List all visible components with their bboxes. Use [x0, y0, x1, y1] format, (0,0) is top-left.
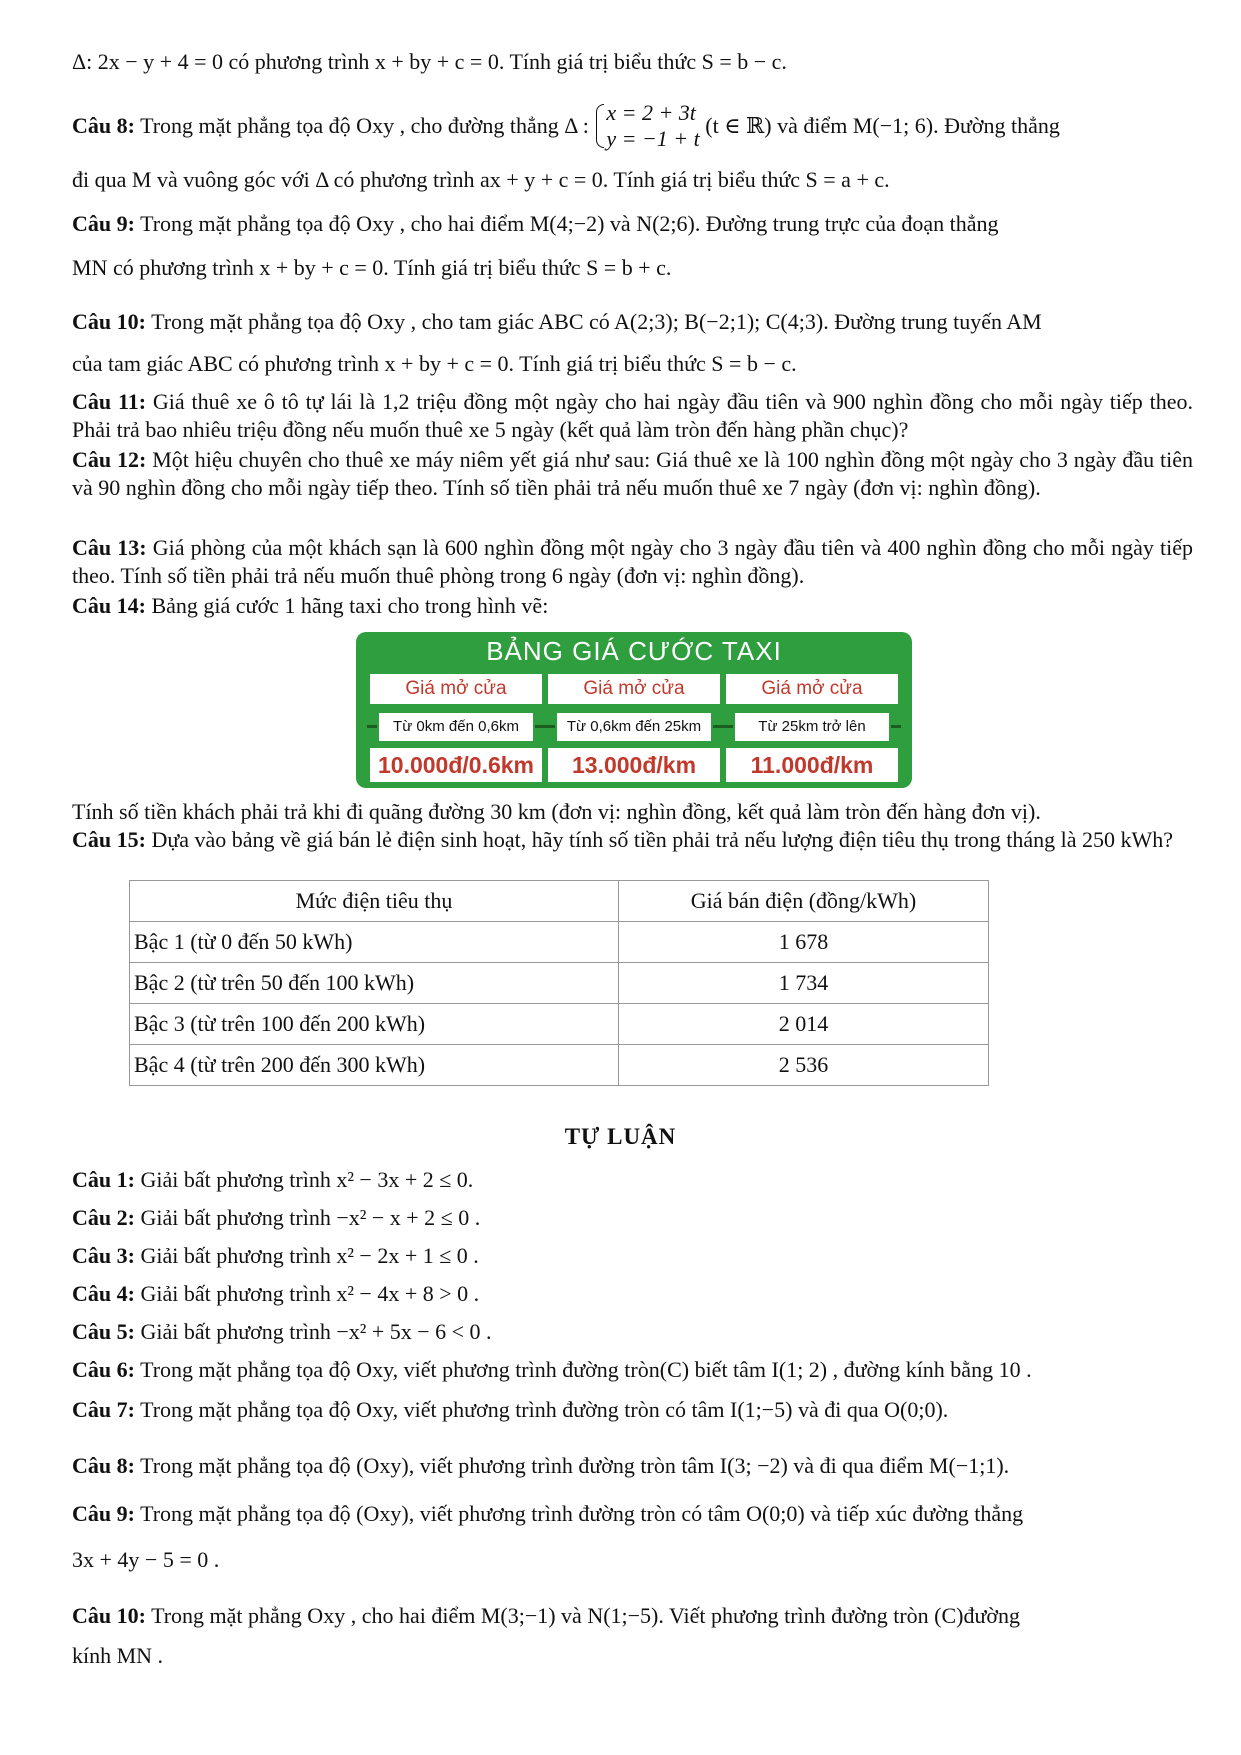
section-heading: TỰ LUẬN	[564, 1124, 677, 1149]
table-cell: Bậc 4 (từ trên 200 đến 300 kWh)	[130, 1045, 619, 1086]
question-text: Trong mặt phẳng tọa độ Oxy , cho đường thẳng Δ :	[140, 113, 589, 139]
question-label: Câu 10:	[72, 1603, 146, 1628]
question-12	[72, 446, 1193, 502]
taxi-column	[370, 674, 542, 780]
essay-question	[72, 1452, 1193, 1480]
question-text: Giá thuê xe ô tô tự lái là 1,2 triệu đồng một ngày cho hai ngày đầu tiên và 900 nghìn đồng cho mỗi ngày tiếp theo. Phải trả bao nhiêu triệu đồng nếu muốn thuê xe 5 ngày (kết quả làm tròn đến hàng phần chục)?	[72, 389, 1193, 442]
question-13	[72, 534, 1193, 590]
taxi-board-title: BẢNG GIÁ CƯỚC TAXI	[486, 636, 782, 666]
taxi-column-range: Từ 0km đến 0,6km	[378, 712, 534, 742]
question-label: Câu 10:	[72, 309, 146, 334]
essay-question	[72, 1166, 1193, 1194]
question-text: Trong mặt phẳng tọa độ Oxy , cho hai điểm M(4;−2) và N(2;6). Đường trung trực của đoạn thẳng	[140, 211, 999, 236]
table-cell: 2 014	[619, 1004, 989, 1045]
taxi-column-range: Từ 0,6km đến 25km	[556, 712, 712, 742]
question-text: Giải bất phương trình −x² + 5x − 6 < 0 .	[140, 1319, 492, 1344]
question-text: MN có phương trình x + by + c = 0. Tính giá trị biểu thức S = b + c.	[72, 255, 672, 280]
question-label: Câu 11:	[72, 389, 147, 414]
question-text: Một hiệu chuyên cho thuê xe máy niêm yết giá như sau: Giá thuê xe là 100 nghìn đồng một ngày cho 3 ngày đầu tiên và 90 nghìn đồng cho mỗi ngày tiếp theo. Tính số tiền phải trả nếu muốn thuê xe 7 ngày (đơn vị: nghìn đồng).	[72, 447, 1194, 500]
question-9	[72, 210, 1193, 238]
question-text: Trong mặt phẳng tọa độ Oxy , cho tam giác ABC có A(2;3); B(−2;1); C(4;3). Đường trung tuyến AM	[151, 309, 1042, 334]
question-text: kính MN .	[72, 1643, 164, 1668]
table-cell: Bậc 3 (từ trên 100 đến 200 kWh)	[130, 1004, 619, 1045]
table-cell: Bậc 1 (từ 0 đến 50 kWh)	[130, 922, 619, 963]
equation-system	[594, 100, 699, 152]
taxi-column-header: Giá mở cửa	[548, 674, 720, 704]
question-label: Câu 3:	[72, 1243, 135, 1268]
question-label: Câu 13:	[72, 535, 147, 560]
system-line-2: y = −1 + t	[606, 126, 700, 151]
question-label: Câu 6:	[72, 1357, 135, 1382]
question-text: Trong mặt phẳng tọa độ Oxy, viết phương trình đường tròn có tâm I(1;−5) và đi qua O(0;0).	[140, 1397, 949, 1422]
question-label: Câu 7:	[72, 1397, 135, 1422]
essay-question	[72, 1500, 1193, 1528]
question-text: Tính số tiền khách phải trả khi đi quãng đường 30 km (đơn vị: nghìn đồng, kết quả làm tròn đến hàng đơn vị).	[72, 799, 1041, 824]
question-text: Giải bất phương trình x² − 3x + 2 ≤ 0.	[140, 1167, 474, 1192]
table-cell: 1 678	[619, 922, 989, 963]
table-header-cell: Giá bán điện (đồng/kWh)	[619, 881, 989, 922]
question-text: Dựa vào bảng về giá bán lẻ điện sinh hoạt, hãy tính số tiền phải trả nếu lượng điện tiêu thụ trong tháng là 250 kWh?	[151, 827, 1174, 852]
line-delta-equation	[72, 48, 1193, 76]
question-text: Giải bất phương trình x² − 4x + 8 > 0 .	[140, 1281, 480, 1306]
question-10-cont	[72, 350, 1193, 378]
question-label: Câu 5:	[72, 1319, 135, 1344]
table-row	[130, 963, 989, 1004]
table-row	[130, 922, 989, 963]
question-8	[72, 102, 1193, 154]
essay-question	[72, 1242, 1193, 1270]
table-row	[130, 1045, 989, 1086]
table-cell: 2 536	[619, 1045, 989, 1086]
essay-question-cont	[72, 1546, 1193, 1574]
question-label: Câu 1:	[72, 1167, 135, 1192]
question-text: Bảng giá cước 1 hãng taxi cho trong hình vẽ:	[151, 593, 549, 618]
question-text: Giải bất phương trình x² − 2x + 1 ≤ 0 .	[140, 1243, 479, 1268]
taxi-column-header: Giá mở cửa	[370, 674, 542, 704]
essay-question	[72, 1280, 1193, 1308]
question-text: Trong mặt phẳng tọa độ (Oxy), viết phương trình đường tròn tâm I(3; −2) và đi qua điểm M(−1;1).	[140, 1453, 1010, 1478]
question-label: Câu 9:	[72, 1501, 135, 1526]
question-label: Câu 15:	[72, 827, 146, 852]
table-header-row	[130, 881, 989, 922]
taxi-fare-board	[356, 632, 912, 788]
question-14-cont	[72, 798, 1193, 826]
text: Δ: 2x − y + 4 = 0 có phương trình x + by + c = 0. Tính giá trị biểu thức S = b − c.	[72, 49, 787, 74]
taxi-column	[726, 674, 898, 780]
essay-question	[72, 1318, 1193, 1346]
question-11	[72, 388, 1193, 444]
taxi-column-price: 10.000đ/0.6km	[370, 748, 542, 782]
essay-question	[72, 1396, 1193, 1424]
essay-question-cont	[72, 1642, 1193, 1670]
table-header-cell: Mức điện tiêu thụ	[130, 881, 619, 922]
table-row	[130, 1004, 989, 1045]
essay-question	[72, 1356, 1193, 1384]
taxi-column-price: 11.000đ/km	[726, 748, 898, 782]
question-text: (t ∈ ℝ) và điểm M(−1; 6). Đường thẳng	[705, 113, 1060, 139]
question-15	[72, 826, 1193, 854]
question-10	[72, 308, 1193, 336]
question-text: 3x + 4y − 5 = 0 .	[72, 1547, 220, 1572]
question-label: Câu 9:	[72, 211, 135, 236]
question-text: Trong mặt phẳng Oxy , cho hai điểm M(3;−1) và N(1;−5). Viết phương trình đường tròn (C)đường	[151, 1603, 1021, 1628]
question-label: Câu 8:	[72, 113, 135, 139]
question-label: Câu 8:	[72, 1453, 135, 1478]
taxi-column-price: 13.000đ/km	[548, 748, 720, 782]
question-14	[72, 592, 1193, 620]
question-9-cont	[72, 254, 1193, 282]
question-label: Câu 2:	[72, 1205, 135, 1230]
question-text: của tam giác ABC có phương trình x + by + c = 0. Tính giá trị biểu thức S = b − c.	[72, 351, 797, 376]
question-text: Trong mặt phẳng tọa độ (Oxy), viết phương trình đường tròn có tâm O(0;0) và tiếp xúc đường thẳng	[140, 1501, 1024, 1526]
essay-question	[72, 1602, 1193, 1630]
question-label: Câu 14:	[72, 593, 146, 618]
question-label: Câu 4:	[72, 1281, 135, 1306]
question-text: Giá phòng của một khách sạn là 600 nghìn đồng một ngày cho 3 ngày đầu tiên và 400 nghìn đồng cho mỗi ngày tiếp theo. Tính số tiền phải trả nếu muốn thuê phòng trong 6 ngày (đơn vị: nghìn đồng).	[72, 535, 1194, 588]
table-cell: Bậc 2 (từ trên 50 đến 100 kWh)	[130, 963, 619, 1004]
system-line-1: x = 2 + 3t	[606, 100, 696, 125]
question-label: Câu 12:	[72, 447, 147, 472]
question-text: Giải bất phương trình −x² − x + 2 ≤ 0 .	[140, 1205, 481, 1230]
question-8-cont	[72, 166, 1193, 194]
table-cell: 1 734	[619, 963, 989, 1004]
question-text: Trong mặt phẳng tọa độ Oxy, viết phương trình đường tròn(C) biết tâm I(1; 2) , đường kính bằng 10 .	[140, 1357, 1032, 1382]
question-text: đi qua M và vuông góc với Δ có phương trình ax + y + c = 0. Tính giá trị biểu thức S = a + c.	[72, 167, 890, 192]
taxi-column-header: Giá mở cửa	[726, 674, 898, 704]
electricity-price-table	[129, 880, 989, 1086]
taxi-column	[548, 674, 720, 780]
essay-question	[72, 1204, 1193, 1232]
taxi-column-range: Từ 25km trở lên	[734, 712, 890, 742]
